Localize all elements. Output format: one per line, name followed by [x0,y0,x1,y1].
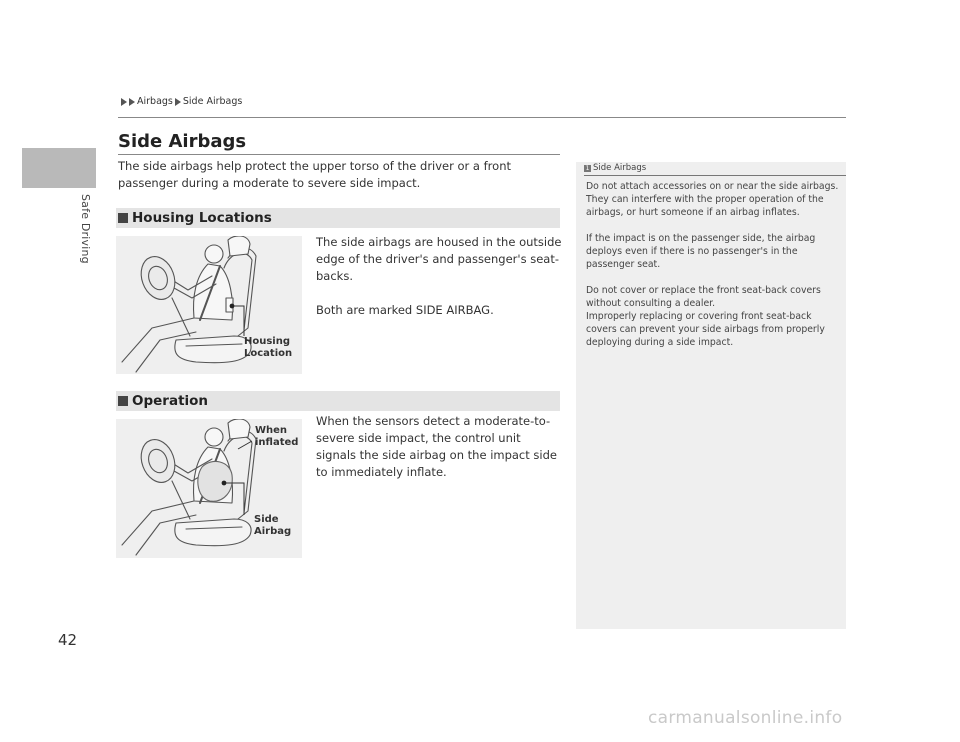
section-heading-housing-label: Housing Locations [132,210,272,226]
housing-description [316,234,562,336]
housing-paragraph: Both are marked SIDE AIRBAG. [316,303,494,317]
note-divider [584,175,846,176]
watermark-text: carmanualsonline.info [648,708,843,728]
note-heading [584,163,646,173]
section-heading-operation [116,391,560,411]
note-title: Side Airbags [593,163,647,173]
operation-illustration [116,419,302,558]
note-paragraph: Do not attach accessories on or near the side airbags. They can interfere with the proper operation of the airbags, or hurt someone if an airbag inflates. [586,181,839,218]
chapter-tab [22,148,96,188]
operation-paragraph: When the sensors detect a moderate-to-severe side impact, the control unit signals the side airbag on the impact side to immediately inflate. [316,414,557,479]
note-paragraph: Do not cover or replace the front seat-back covers without consulting a dealer. [586,285,821,309]
title-divider [118,154,560,155]
note-paragraph: Improperly replacing or covering front seat-back covers can prevent your side airbags from properly deploying during a side impact. [586,311,825,348]
reference-marker-icon: 1 [585,164,590,172]
housing-location-label: Housing Location [244,336,293,359]
note-body [586,180,842,362]
page-title: Side Airbags [118,131,247,152]
breadcrumb-item-side-airbags[interactable]: Side Airbags [182,96,243,107]
header-divider [118,117,846,118]
breadcrumb [121,96,242,107]
triangle-right-icon [129,98,135,106]
housing-paragraph: The side airbags are housed in the outside edge of the driver's and passenger's seat-backs. [316,235,562,283]
square-bullet-icon [118,213,128,223]
triangle-right-icon [175,98,181,106]
when-inflated-label: When inflated [255,425,299,448]
operation-description [316,413,562,498]
note-paragraph: If the impact is on the passenger side, the airbag deploys even if there is no passenger's in the passenger seat. [586,233,816,270]
section-heading-operation-label: Operation [132,393,209,409]
side-airbag-label: Side Airbag [254,514,292,537]
breadcrumb-item-airbags[interactable]: Airbags [137,96,173,107]
chapter-label: Safe Driving [79,194,92,264]
section-heading-housing [116,208,560,228]
housing-location-illustration [116,236,302,374]
triangle-right-icon [121,98,127,106]
intro-paragraph: The side airbags help protect the upper torso of the driver or a front passenger during a moderate to severe side impact. [118,159,511,190]
page-number: 42 [58,631,78,649]
square-bullet-icon [118,396,128,406]
